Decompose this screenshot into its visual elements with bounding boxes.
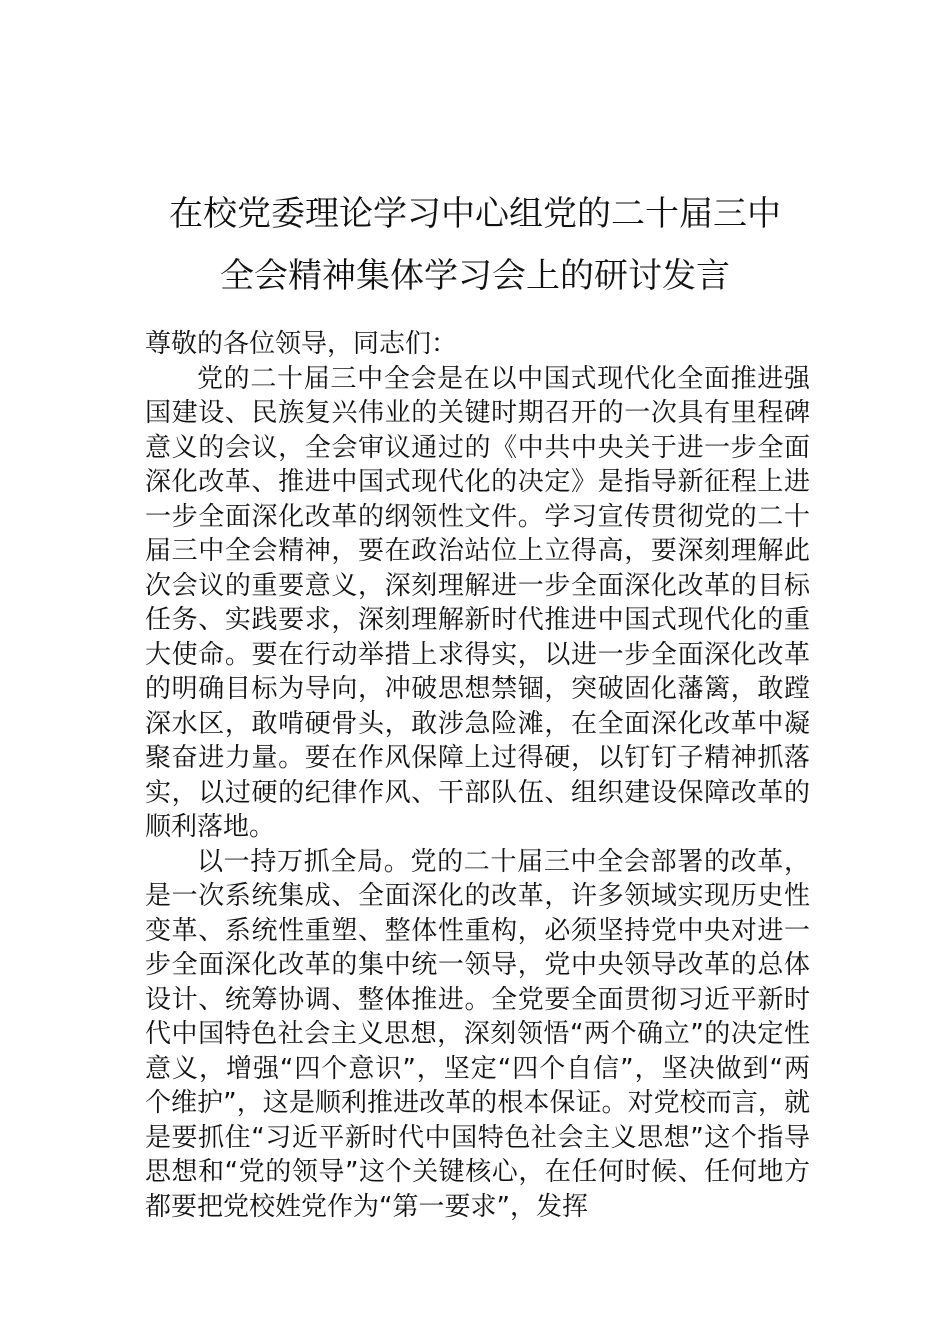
document-title (130, 183, 820, 307)
document-body (145, 327, 810, 1224)
paragraph-2: 以一持万抓全局。党的二十届三中全会部署的改革，是一次系统集成、全面深化的改革，许多领域实现历史性变革、系统性重塑、整体性重构，必须坚持党中央对进一步全面深化改革的集中统一领导，党中央领导改革的总体设计、统筹协调、整体推进。全党要全面贯彻习近平新时代中国特色社会主义思想，深刻领悟“两个确立”的决定性意义，增强“四个意识”，坚定“四个自信”，坚决做到“两个维护”，这是顺利推进改革的根本保证。对党校而言，就是要抓住“习近平新时代中国特色社会主义思想”这个指导思想和“党的领导”这个关键核心，在任何时候、任何地方都要把党校姓党作为“第一要求”，发挥 (145, 846, 810, 1222)
title-line-2: 全会精神集体学习会上的研讨发言 (220, 255, 730, 296)
paragraph-1: 党的二十届三中全会是在以中国式现代化全面推进强国建设、民族复兴伟业的关键时期召开的一次具有里程碑意义的会议，全会审议通过的《中共中央关于进一步全面深化改革、推进中国式现代化的决定》是指导新征程上进一步全面深化改革的纲领性文件。学习宣传贯彻党的二十届三中全会精神，要在政治站位上立得高，要深刻理解此次会议的重要意义，深刻理解进一步全面深化改革的目标任务、实践要求，深刻理解新时代推进中国式现代化的重大使命。要在行动举措上求得实，以进一步全面深化改革的明确目标为导向，冲破思想禁锢，突破固化藩篱，敢蹚深水区，敢啃硬骨头，敢涉急险滩，在全面深化改革中凝聚奋进力量。要在作风保障上过得硬，以钉钉子精神抓落实，以过硬的纪律作风、干部队伍、组织建设保障改革的顺利落地。 (145, 363, 810, 842)
title-line-1: 在校党委理论学习中心组党的二十届三中 (169, 193, 781, 234)
salutation: 尊敬的各位领导，同志们： (145, 329, 458, 359)
